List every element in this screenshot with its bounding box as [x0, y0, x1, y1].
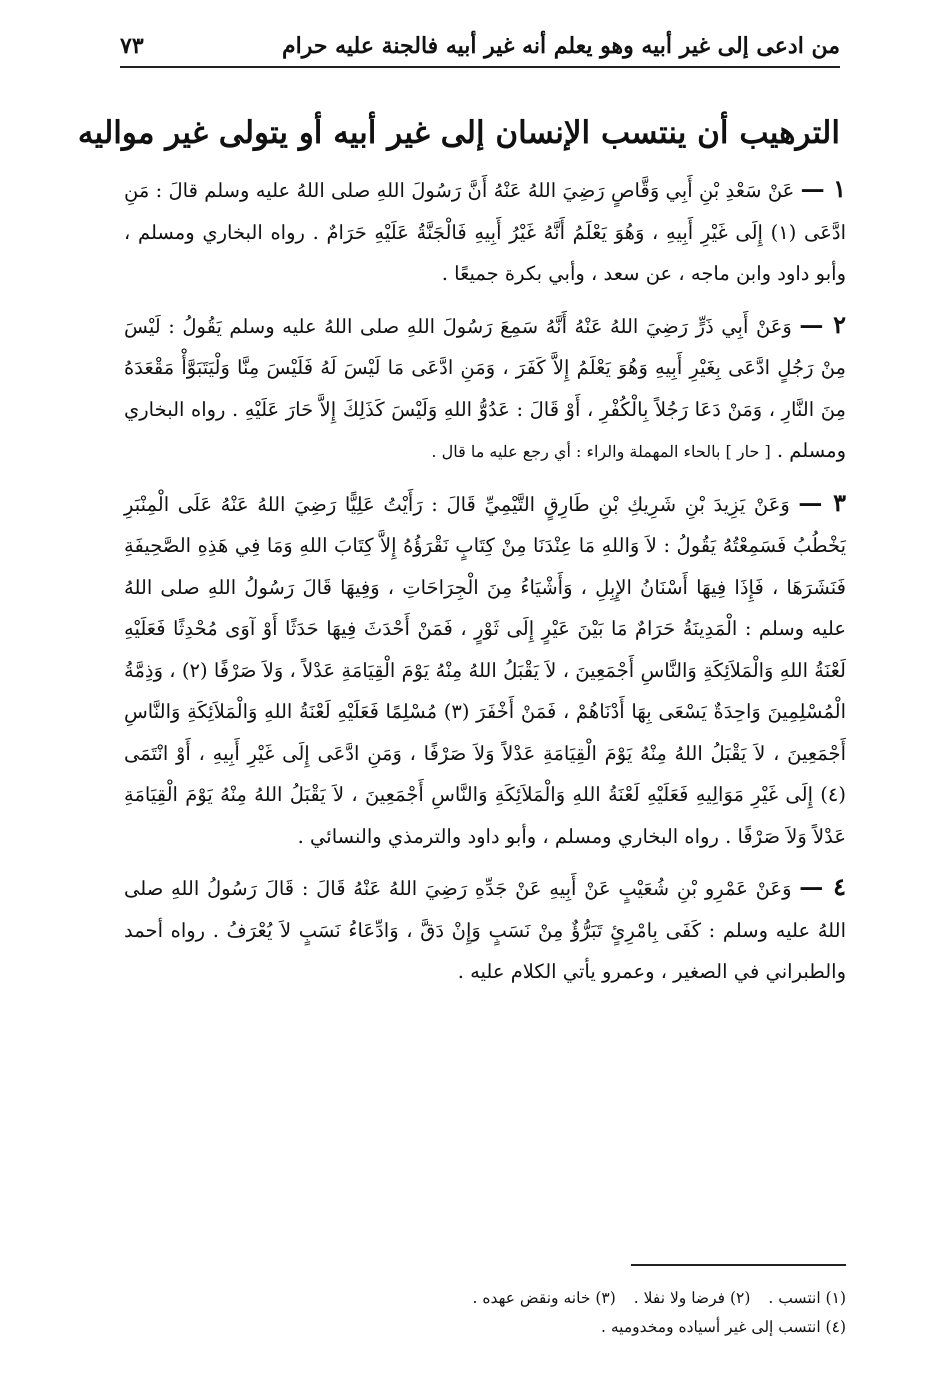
hadith-2 — [124, 304, 846, 473]
hadith-text: وَعَنْ أَبِي ذَرٍّ رَضِيَ اللهُ عَنْهُ أَنَّهُ سَمِعَ رَسُولَ اللهِ صلى اللهُ عليه وسلم يَقُولُ : لَيْسَ مِنْ رَجُلٍ ادَّعَى بِغَيْرِ أَبِيهِ وَهُوَ يَعْلَمُ إِلاَّ كَفَرَ ، وَمَنِ ادَّعَى مَا لَيْسَ لَهُ فَلَيْسَ مِنَّا وَلْيَتَبَوَّأْ مَقْعَدَهُ مِنَ النَّارِ ، وَمَنْ دَعَا رَجُلاً بِالْكُفْرِ ، أَوْ قَالَ : عَدُوُّ اللهِ وَلَيْسَ كَذَلِكَ إِلاَّ حَارَ عَلَيْهِ . رواه البخاري ومسلم . — [124, 314, 846, 462]
footnotes — [124, 1284, 846, 1342]
footnote-4: (٤) انتسب إلى غير أسياده ومخدوميه . — [601, 1318, 846, 1336]
hadith-4 — [124, 866, 846, 993]
hadith-list — [124, 168, 846, 993]
footnote-line — [124, 1284, 846, 1313]
running-header — [120, 26, 840, 68]
hadith-gloss: [ حار ] بالحاء المهملة والراء : أي رجع عليه ما قال . — [431, 442, 771, 461]
hadith-number: ١ — — [800, 174, 846, 203]
page-number: ٧٣ — [120, 33, 144, 59]
hadith-number: ٢ — — [799, 309, 847, 339]
chapter-title: الترهيب أن ينتسب الإنسان إلى غير أبيه أو يتولى غير مواليه — [77, 114, 840, 151]
running-title: من ادعى إلى غير أبيه وهو يعلم أنه غير أبيه فالجنة عليه حرام — [281, 33, 840, 59]
footnote-2: (٢) فرضا ولا نفلا . — [633, 1289, 751, 1307]
footnote-1: (١) انتسب . — [768, 1289, 846, 1307]
hadith-3 — [124, 482, 846, 858]
hadith-number: ٤ — — [799, 872, 846, 901]
hadith-number: ٣ — — [798, 487, 846, 517]
footnote-divider — [631, 1264, 846, 1266]
footnote-3: (٣) خانه ونقض عهده . — [472, 1289, 616, 1307]
hadith-text: وَعَنْ عَمْرِو بْنِ شُعَيْبٍ عَنْ أَبِيهِ عَنْ جَدِّهِ رَضِيَ اللهُ عَنْهُ قَالَ : قَالَ رَسُولُ اللهِ صلى اللهُ عليه وسلم : كَفَى بِامْرِئٍ تَبَرُّؤٌ مِنْ نَسَبٍ وَإِنْ دَقَّ ، وَادِّعَاءُ نَسَبٍ لاَ يُعْرَفُ . رواه أحمد والطبراني في الصغير ، وعمرو يأتي الكلام عليه . — [124, 877, 846, 983]
hadith-text: وَعَنْ يَزِيدَ بْنِ شَرِيكِ بْنِ طَارِقٍ التَّيْمِيِّ قَالَ : رَأَيْتُ عَلِيًّا رَضِيَ اللهُ عَنْهُ عَلَى الْمِنْبَرِ يَخْطُبُ فَسَمِعْتُهُ يَقُولُ : لاَ وَاللهِ مَا عِنْدَنَا مِنْ كِتَابٍ نَقْرَؤُهُ إِلاَّ كِتَابَ اللهِ وَمَا فِي هَذِهِ الصَّحِيفَةِ فَنَشَرَهَا ، فَإِذَا فِيهَا أَسْنَانُ الإِبِلِ ، وَأَشْيَاءُ مِنَ الْجِرَاحَاتِ ، وَفِيهَا قَالَ رَسُولُ اللهِ صلى اللهُ عليه وسلم : الْمَدِينَةُ حَرَامٌ مَا بَيْنَ عَيْرٍ إِلَى ثَوْرٍ ، فَمَنْ أَحْدَثَ فِيهَا حَدَثًا أَوْ آوَى مُحْدِثًا فَعَلَيْهِ لَعْنَةُ اللهِ وَالْمَلاَئِكَةِ وَالنَّاسِ أَجْمَعِينَ ، لاَ يَقْبَلُ اللهُ مِنْهُ يَوْمَ الْقِيَامَةِ عَدْلاً ، وَلاَ صَرْفًا (٢) ، وَذِمَّةُ الْمُسْلِمِينَ وَاحِدَةٌ يَسْعَى بِهَا أَدْنَاهُمْ ، فَمَنْ أَخْفَرَ (٣) مُسْلِمًا فَعَلَيْهِ لَعْنَةُ اللهِ وَالْمَلاَئِكَةِ وَالنَّاسِ أَجْمَعِينَ ، لاَ يَقْبَلُ اللهُ مِنْهُ يَوْمَ الْقِيَامَةِ عَدْلاً وَلاَ صَرْفًا ، وَمَنِ ادَّعَى إِلَى غَيْرِ أَبِيهِ ، أَوْ انْتَمَى (٤) إِلَى غَيْرِ مَوَالِيهِ فَعَلَيْهِ لَعْنَةُ اللهِ وَالْمَلاَئِكَةِ وَالنَّاسِ أَجْمَعِينَ ، لاَ يَقْبَلُ اللهُ مِنْهُ يَوْمَ الْقِيَامَةِ عَدْلاً وَلاَ صَرْفًا . رواه البخاري ومسلم ، وأبو داود والترمذي والنسائي . — [124, 492, 846, 848]
hadith-text: عَنْ سَعْدِ بْنِ أَبِي وَقَّاصٍ رَضِيَ اللهُ عَنْهُ أَنَّ رَسُولَ اللهِ صلى اللهُ عليه وسلم قالَ : مَنِ ادَّعَى (١) إِلَى غَيْرِ أَبِيهِ ، وَهُوَ يَعْلَمُ أَنَّهُ غَيْرُ أَبِيهِ فَالْجَنَّةُ عَلَيْهِ حَرَامٌ . رواه البخاري ومسلم ، وأبو داود وابن ماجه ، عن سعد ، وأبي بكرة جميعًا . — [124, 179, 847, 285]
footnote-line — [124, 1313, 846, 1342]
hadith-1 — [124, 168, 846, 295]
